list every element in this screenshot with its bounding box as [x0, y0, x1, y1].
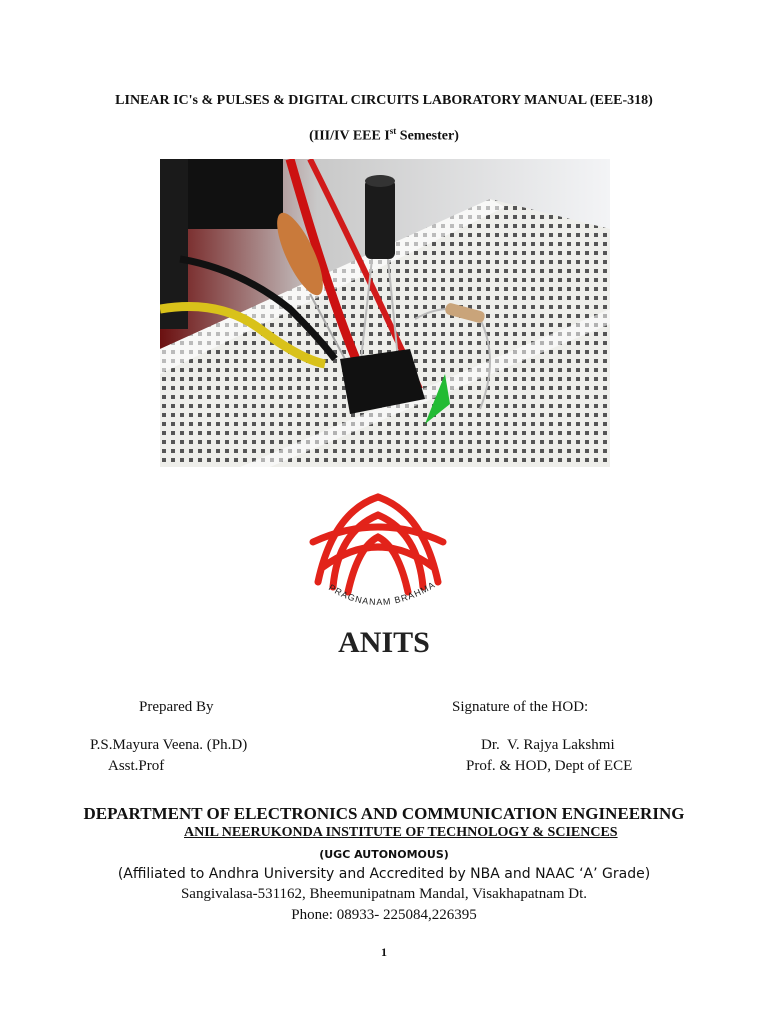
prepared-by-label: Prepared By	[139, 699, 214, 715]
subtitle-suffix: Semester)	[396, 128, 459, 144]
hod-signature-label: Signature of the HOD:	[452, 699, 589, 715]
page-number: 1	[381, 945, 387, 959]
subtitle-prefix: (III/IV EEE I	[309, 128, 390, 144]
autonomy-status: (UGC AUTONOMOUS)	[319, 848, 449, 861]
breadboard-circuit-photo	[160, 159, 610, 467]
subtitle-superscript: st	[389, 126, 397, 136]
manual-title: LINEAR IC's & PULSES & DIGITAL CIRCUITS LABORATORY MANUAL (EEE-318)	[115, 93, 653, 108]
anits-logo-emblem	[303, 487, 453, 622]
hod-name: Dr. V. Rajya Lakshmi	[481, 737, 615, 753]
address-line: Sangivalasa-531162, Bheemunipatnam Mandal, Visakhapatnam Dt.	[180, 886, 588, 902]
logo-motto: PRAGNANAM BRAHMA	[326, 579, 438, 608]
department-heading: DEPARTMENT OF ELECTRONICS AND COMMUNICATION ENGINEERING	[83, 804, 685, 823]
preparer-name: P.S.Mayura Veena. (Ph.D)	[90, 737, 248, 753]
affiliation-line: (Affiliated to Andhra University and Accredited by NBA and NAAC ‘A’ Grade)	[117, 866, 651, 882]
hod-role: Prof. & HOD, Dept of ECE	[466, 758, 633, 774]
semester-subtitle	[0, 126, 768, 145]
preparer-role: Asst.Prof	[108, 758, 165, 774]
institute-name: ANIL NEERUKONDA INSTITUTE OF TECHNOLOGY & SCIENCES	[184, 825, 618, 840]
phone-line: Phone: 08933- 225084,226395	[291, 907, 477, 923]
logo-name: ANITS	[338, 626, 430, 659]
